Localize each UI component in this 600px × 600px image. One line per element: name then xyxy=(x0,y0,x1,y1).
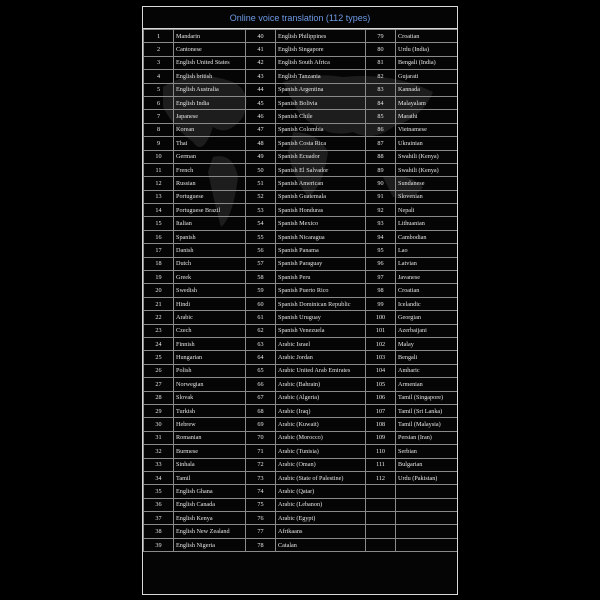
language-name: Sinhala xyxy=(174,458,246,471)
language-name: Arabic Israel xyxy=(276,337,366,350)
translation-table-panel xyxy=(142,6,458,595)
language-name: Cantonese xyxy=(174,43,246,56)
language-number: 29 xyxy=(144,404,174,417)
table-row xyxy=(144,525,459,538)
table-row xyxy=(144,257,459,270)
language-number: 12 xyxy=(144,177,174,190)
table-row xyxy=(144,391,459,404)
language-number: 24 xyxy=(144,337,174,350)
language-name: Arabic Jordan xyxy=(276,351,366,364)
table-row xyxy=(144,458,459,471)
table-row xyxy=(144,538,459,551)
language-name: English Philippines xyxy=(276,30,366,43)
language-name: English United States xyxy=(174,56,246,69)
language-number: 18 xyxy=(144,257,174,270)
language-name: Spanish Guatemala xyxy=(276,190,366,203)
language-number: 109 xyxy=(366,431,396,444)
language-name: Portuguese xyxy=(174,190,246,203)
language-number: 80 xyxy=(366,43,396,56)
language-number: 85 xyxy=(366,110,396,123)
language-name: Javanese xyxy=(396,271,459,284)
language-name: Spanish Ecuador xyxy=(276,150,366,163)
language-name: Spanish Honduras xyxy=(276,204,366,217)
language-number: 13 xyxy=(144,190,174,203)
table-row xyxy=(144,190,459,203)
language-name: Spanish Panama xyxy=(276,244,366,257)
language-name: Vietnamese xyxy=(396,123,459,136)
language-name: Swedish xyxy=(174,284,246,297)
language-number: 42 xyxy=(246,56,276,69)
language-table xyxy=(143,29,458,552)
page-title: Online voice translation (112 types) xyxy=(143,7,457,29)
language-name: Spanish American xyxy=(276,177,366,190)
language-number: 5 xyxy=(144,83,174,96)
language-name: Hindi xyxy=(174,297,246,310)
language-number: 58 xyxy=(246,271,276,284)
language-number: 59 xyxy=(246,284,276,297)
language-number: 74 xyxy=(246,485,276,498)
language-number: 79 xyxy=(366,30,396,43)
table-row xyxy=(144,284,459,297)
language-name: Azerbaijani xyxy=(396,324,459,337)
language-name: Amharic xyxy=(396,364,459,377)
language-name: Korean xyxy=(174,123,246,136)
language-name: English Canada xyxy=(174,498,246,511)
language-number: 41 xyxy=(246,43,276,56)
language-number: 72 xyxy=(246,458,276,471)
language-number: 95 xyxy=(366,244,396,257)
table-row xyxy=(144,177,459,190)
language-name: Spanish Mexico xyxy=(276,217,366,230)
language-name: Czech xyxy=(174,324,246,337)
language-number xyxy=(366,498,396,511)
language-number: 20 xyxy=(144,284,174,297)
language-number: 27 xyxy=(144,378,174,391)
language-name: Turkish xyxy=(174,404,246,417)
table-row xyxy=(144,364,459,377)
language-name: Arabic (Iraq) xyxy=(276,404,366,417)
table-row xyxy=(144,337,459,350)
language-name: Arabic (Egypt) xyxy=(276,512,366,525)
language-name: Lithuanian xyxy=(396,217,459,230)
language-number xyxy=(366,512,396,525)
language-name: English Ghana xyxy=(174,485,246,498)
language-number: 44 xyxy=(246,83,276,96)
language-number: 73 xyxy=(246,471,276,484)
language-name: Lao xyxy=(396,244,459,257)
language-number: 61 xyxy=(246,311,276,324)
language-name: English british xyxy=(174,70,246,83)
language-name: Urdu (Pakistan) xyxy=(396,471,459,484)
language-name: Swahili (Kenya) xyxy=(396,150,459,163)
language-name: Spanish Chile xyxy=(276,110,366,123)
language-name: Portuguese Brazil xyxy=(174,204,246,217)
language-name: Spanish Dominican Republic xyxy=(276,297,366,310)
language-name: Urdu (India) xyxy=(396,43,459,56)
language-name: Kannada xyxy=(396,83,459,96)
language-number: 55 xyxy=(246,230,276,243)
language-name: Arabic (Morocco) xyxy=(276,431,366,444)
language-name: Latvian xyxy=(396,257,459,270)
language-number: 25 xyxy=(144,351,174,364)
table-row xyxy=(144,471,459,484)
language-name: Bengali (India) xyxy=(396,56,459,69)
table-row xyxy=(144,43,459,56)
language-number: 104 xyxy=(366,364,396,377)
language-name: Russian xyxy=(174,177,246,190)
language-number: 76 xyxy=(246,512,276,525)
language-name xyxy=(396,525,459,538)
language-number: 56 xyxy=(246,244,276,257)
language-number: 112 xyxy=(366,471,396,484)
language-name: Japanese xyxy=(174,110,246,123)
language-name: Catalan xyxy=(276,538,366,551)
language-name: Arabic (State of Palestine) xyxy=(276,471,366,484)
language-number: 35 xyxy=(144,485,174,498)
table-row xyxy=(144,297,459,310)
language-number: 93 xyxy=(366,217,396,230)
language-number: 83 xyxy=(366,83,396,96)
language-name xyxy=(396,538,459,551)
language-number: 99 xyxy=(366,297,396,310)
language-name: Georgian xyxy=(396,311,459,324)
language-name: Cambodian xyxy=(396,230,459,243)
language-number: 111 xyxy=(366,458,396,471)
language-number: 94 xyxy=(366,230,396,243)
language-number: 60 xyxy=(246,297,276,310)
language-number: 46 xyxy=(246,110,276,123)
language-name: Romanian xyxy=(174,431,246,444)
language-number: 62 xyxy=(246,324,276,337)
language-number: 31 xyxy=(144,431,174,444)
language-number: 17 xyxy=(144,244,174,257)
language-number: 106 xyxy=(366,391,396,404)
language-number: 66 xyxy=(246,378,276,391)
table-row xyxy=(144,244,459,257)
language-number: 57 xyxy=(246,257,276,270)
language-name: Tamil (Singapore) xyxy=(396,391,459,404)
language-name: Spanish xyxy=(174,230,246,243)
table-row xyxy=(144,418,459,431)
language-number: 34 xyxy=(144,471,174,484)
language-number: 110 xyxy=(366,445,396,458)
language-name: German xyxy=(174,150,246,163)
language-number: 36 xyxy=(144,498,174,511)
language-number: 78 xyxy=(246,538,276,551)
language-name: Gujarati xyxy=(396,70,459,83)
language-number: 65 xyxy=(246,364,276,377)
language-name: Spanish Uruguay xyxy=(276,311,366,324)
language-number: 96 xyxy=(366,257,396,270)
table-row xyxy=(144,351,459,364)
language-number: 38 xyxy=(144,525,174,538)
language-name: Hungarian xyxy=(174,351,246,364)
table-row xyxy=(144,217,459,230)
language-name: Spanish Colombia xyxy=(276,123,366,136)
language-number: 26 xyxy=(144,364,174,377)
table-row xyxy=(144,485,459,498)
language-number: 32 xyxy=(144,445,174,458)
language-number: 107 xyxy=(366,404,396,417)
table-row xyxy=(144,123,459,136)
language-name: Greek xyxy=(174,271,246,284)
language-name: Marathi xyxy=(396,110,459,123)
table-row xyxy=(144,404,459,417)
language-name: Danish xyxy=(174,244,246,257)
language-number: 7 xyxy=(144,110,174,123)
language-number: 15 xyxy=(144,217,174,230)
language-number: 82 xyxy=(366,70,396,83)
language-name: Spanish Bolivia xyxy=(276,96,366,109)
language-name: Tamil (Sri Lanka) xyxy=(396,404,459,417)
language-number: 6 xyxy=(144,96,174,109)
language-number: 71 xyxy=(246,445,276,458)
language-name: Arabic (Kuwait) xyxy=(276,418,366,431)
language-number: 23 xyxy=(144,324,174,337)
language-name: Arabic (Oman) xyxy=(276,458,366,471)
language-number: 51 xyxy=(246,177,276,190)
language-number: 88 xyxy=(366,150,396,163)
table-row xyxy=(144,512,459,525)
language-number: 37 xyxy=(144,512,174,525)
language-number: 2 xyxy=(144,43,174,56)
language-name: English Australia xyxy=(174,83,246,96)
language-number: 40 xyxy=(246,30,276,43)
language-number: 49 xyxy=(246,150,276,163)
language-name: Malay xyxy=(396,337,459,350)
language-number: 52 xyxy=(246,190,276,203)
language-number xyxy=(366,485,396,498)
language-number: 39 xyxy=(144,538,174,551)
language-number: 43 xyxy=(246,70,276,83)
language-name: Spanish Venezuela xyxy=(276,324,366,337)
language-name: Dutch xyxy=(174,257,246,270)
language-number: 53 xyxy=(246,204,276,217)
language-number: 10 xyxy=(144,150,174,163)
language-name: Norwegian xyxy=(174,378,246,391)
language-number: 105 xyxy=(366,378,396,391)
table-row xyxy=(144,445,459,458)
language-number: 70 xyxy=(246,431,276,444)
language-number: 64 xyxy=(246,351,276,364)
language-name: Malayalam xyxy=(396,96,459,109)
language-name: Spanish Nicaragua xyxy=(276,230,366,243)
language-name: Afrikaans xyxy=(276,525,366,538)
language-number: 30 xyxy=(144,418,174,431)
language-name: Croatian xyxy=(396,30,459,43)
table-row xyxy=(144,311,459,324)
language-number xyxy=(366,525,396,538)
language-number: 102 xyxy=(366,337,396,350)
table-row xyxy=(144,96,459,109)
language-number: 101 xyxy=(366,324,396,337)
language-name: Arabic (Bahrain) xyxy=(276,378,366,391)
language-number: 14 xyxy=(144,204,174,217)
language-name xyxy=(396,485,459,498)
language-number: 47 xyxy=(246,123,276,136)
language-number: 28 xyxy=(144,391,174,404)
table-row xyxy=(144,230,459,243)
language-name: Tamil (Malaysia) xyxy=(396,418,459,431)
language-name xyxy=(396,512,459,525)
language-number: 84 xyxy=(366,96,396,109)
language-number: 91 xyxy=(366,190,396,203)
table-row xyxy=(144,431,459,444)
language-name: Spanish Costa Rica xyxy=(276,137,366,150)
table-row xyxy=(144,83,459,96)
table-row xyxy=(144,70,459,83)
language-number: 68 xyxy=(246,404,276,417)
language-name: English India xyxy=(174,96,246,109)
language-name: Arabic xyxy=(174,311,246,324)
language-name: Arabic (Lebanon) xyxy=(276,498,366,511)
language-name: Serbian xyxy=(396,445,459,458)
language-number: 11 xyxy=(144,163,174,176)
language-name: Swahili (Kenya) xyxy=(396,163,459,176)
language-number: 67 xyxy=(246,391,276,404)
language-name: Arabic (Qatar) xyxy=(276,485,366,498)
language-number: 1 xyxy=(144,30,174,43)
table-row xyxy=(144,150,459,163)
language-number: 100 xyxy=(366,311,396,324)
language-number: 89 xyxy=(366,163,396,176)
language-name: Spanish Argentina xyxy=(276,83,366,96)
language-name xyxy=(396,498,459,511)
table-row xyxy=(144,110,459,123)
language-number: 4 xyxy=(144,70,174,83)
language-number: 54 xyxy=(246,217,276,230)
language-number: 63 xyxy=(246,337,276,350)
language-number: 81 xyxy=(366,56,396,69)
language-name: English New Zealand xyxy=(174,525,246,538)
language-number: 19 xyxy=(144,271,174,284)
language-name: Bulgarian xyxy=(396,458,459,471)
table-row xyxy=(144,56,459,69)
language-name: Nepali xyxy=(396,204,459,217)
language-number: 9 xyxy=(144,137,174,150)
language-name: English Tanzania xyxy=(276,70,366,83)
language-name: English Kenya xyxy=(174,512,246,525)
table-row xyxy=(144,378,459,391)
language-number: 8 xyxy=(144,123,174,136)
table-row xyxy=(144,271,459,284)
table-row xyxy=(144,204,459,217)
language-name: Armenian xyxy=(396,378,459,391)
language-name: Burmese xyxy=(174,445,246,458)
language-number: 3 xyxy=(144,56,174,69)
language-name: Mandarin xyxy=(174,30,246,43)
language-number: 21 xyxy=(144,297,174,310)
language-name: Thai xyxy=(174,137,246,150)
table-row xyxy=(144,324,459,337)
language-number: 90 xyxy=(366,177,396,190)
language-name: Finnish xyxy=(174,337,246,350)
language-number: 98 xyxy=(366,284,396,297)
language-name: Spanish Puerto Rico xyxy=(276,284,366,297)
language-name: Spanish Paraguay xyxy=(276,257,366,270)
language-name: Hebrew xyxy=(174,418,246,431)
language-name: Icelandic xyxy=(396,297,459,310)
language-name: Italian xyxy=(174,217,246,230)
language-name: Sundanese xyxy=(396,177,459,190)
language-number: 97 xyxy=(366,271,396,284)
language-name: Persian (Iran) xyxy=(396,431,459,444)
language-number: 77 xyxy=(246,525,276,538)
language-number: 50 xyxy=(246,163,276,176)
language-number: 92 xyxy=(366,204,396,217)
language-name: Ukrainian xyxy=(396,137,459,150)
language-name: Polish xyxy=(174,364,246,377)
language-number: 33 xyxy=(144,458,174,471)
language-name: Arabic (Tunisia) xyxy=(276,445,366,458)
language-number: 75 xyxy=(246,498,276,511)
language-number: 48 xyxy=(246,137,276,150)
language-number: 108 xyxy=(366,418,396,431)
language-name: Tamil xyxy=(174,471,246,484)
table-row xyxy=(144,498,459,511)
language-name: English Singapore xyxy=(276,43,366,56)
language-name: Slovenian xyxy=(396,190,459,203)
language-name: Arabic (Algeria) xyxy=(276,391,366,404)
language-name: Croatian xyxy=(396,284,459,297)
language-name: English Nigeria xyxy=(174,538,246,551)
table-row xyxy=(144,30,459,43)
language-number: 45 xyxy=(246,96,276,109)
language-name: Spanish El Salvador xyxy=(276,163,366,176)
language-number xyxy=(366,538,396,551)
table-row xyxy=(144,137,459,150)
language-name: Spanish Peru xyxy=(276,271,366,284)
language-number: 16 xyxy=(144,230,174,243)
language-number: 103 xyxy=(366,351,396,364)
language-number: 22 xyxy=(144,311,174,324)
language-name: English South Africa xyxy=(276,56,366,69)
language-number: 87 xyxy=(366,137,396,150)
language-number: 69 xyxy=(246,418,276,431)
language-name: Bengali xyxy=(396,351,459,364)
language-number: 86 xyxy=(366,123,396,136)
language-name: Slovak xyxy=(174,391,246,404)
language-name: French xyxy=(174,163,246,176)
language-name: Arabic United Arab Emirates xyxy=(276,364,366,377)
table-row xyxy=(144,163,459,176)
